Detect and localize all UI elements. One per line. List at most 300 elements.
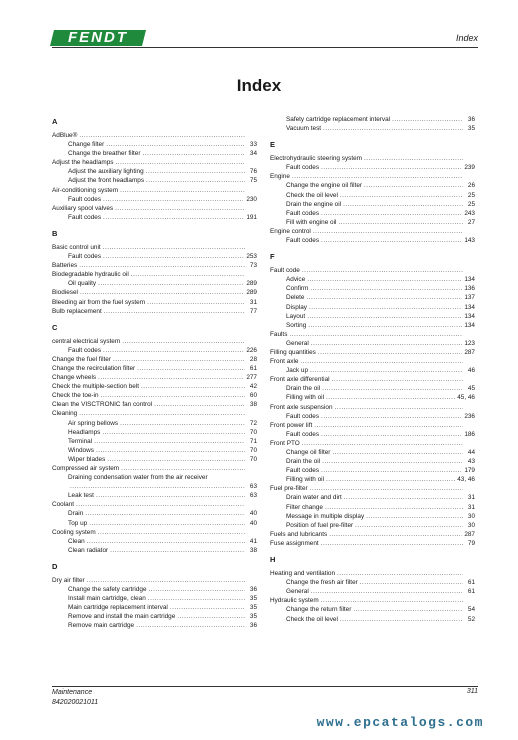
- leader-dots: [321, 412, 462, 421]
- index-entry[interactable]: [52, 464, 257, 473]
- leader-dots: [314, 421, 463, 430]
- index-entry[interactable]: [270, 587, 475, 596]
- leader-dots: [307, 275, 462, 284]
- index-entry[interactable]: [270, 384, 475, 393]
- index-entry-text: Front axle differential: [270, 376, 330, 384]
- index-entry-page: 25: [467, 191, 475, 199]
- leader-dots: [98, 279, 244, 288]
- index-entry[interactable]: [52, 594, 257, 603]
- index-entry[interactable]: [270, 512, 475, 521]
- index-entry[interactable]: [52, 537, 257, 546]
- index-entry-page: 43: [467, 458, 475, 466]
- header-divider: [52, 47, 478, 48]
- index-entry[interactable]: [52, 176, 257, 185]
- index-entry-text: Adjust the headlamps: [52, 159, 114, 167]
- index-column-left: [52, 117, 257, 631]
- leader-dots: [311, 339, 463, 348]
- leader-dots: [96, 446, 245, 455]
- index-entry-page: 41: [249, 537, 257, 545]
- index-entry-text: Remove and install the main cartridge: [68, 613, 176, 621]
- index-entry-page: 123: [464, 339, 475, 347]
- index-entry-page: 289: [246, 289, 257, 297]
- index-entry-page: 27: [467, 218, 475, 226]
- index-letter-heading: D: [52, 561, 58, 571]
- index-letter-heading: E: [270, 140, 276, 150]
- index-entry[interactable]: [270, 124, 475, 133]
- leader-dots: [307, 312, 462, 321]
- index-entry[interactable]: [52, 612, 257, 621]
- index-entry[interactable]: [52, 391, 257, 400]
- index-entry-text: Drain the oil: [286, 458, 321, 466]
- index-entry-text: Main cartridge replacement interval: [68, 604, 168, 612]
- leader-dots: [321, 163, 462, 172]
- index-entry-text: Headlamps: [68, 428, 101, 436]
- index-entry[interactable]: [52, 519, 257, 528]
- index-entry-text: Clean the VISCTRONIC fan control: [52, 401, 153, 409]
- index-entry-text: Check the oil level: [286, 191, 338, 199]
- index-entry-page: 54: [467, 606, 475, 614]
- leader-dots: [310, 366, 463, 375]
- index-entry-text: Filling quantities: [270, 348, 316, 356]
- index-entry[interactable]: [270, 181, 475, 190]
- index-entry-text: Sorting: [286, 321, 307, 329]
- index-entry[interactable]: [52, 298, 257, 307]
- leader-dots: [321, 209, 462, 218]
- leader-dots: [321, 430, 462, 439]
- index-entry-page: 36: [467, 116, 475, 123]
- index-entry-page: 287: [464, 348, 475, 356]
- index-entry-text: Change filter: [68, 141, 105, 149]
- index-entry-page: 35: [249, 613, 257, 621]
- leader-dots: [85, 509, 245, 518]
- leader-dots: [325, 503, 463, 512]
- index-entry-page: 31: [467, 494, 475, 502]
- index-entry-text: Adjust the auxiliary lighting: [68, 168, 144, 176]
- index-entry[interactable]: [270, 539, 475, 548]
- index-entry[interactable]: [52, 482, 257, 491]
- index-entry-text: Front axle: [270, 358, 299, 366]
- index-entry[interactable]: [52, 213, 257, 222]
- index-entry[interactable]: [52, 261, 257, 270]
- leader-dots: [102, 428, 245, 437]
- index-entry-text: Faults: [270, 330, 288, 338]
- leader-dots: [170, 603, 245, 612]
- index-entry-text: Cooling system: [52, 528, 96, 536]
- index-entry-text: Cleaning: [52, 410, 78, 418]
- index-entry[interactable]: [52, 364, 257, 373]
- index-entry-page: 191: [246, 213, 257, 221]
- index-entry-page: 45: [467, 385, 475, 393]
- index-entry[interactable]: [52, 446, 257, 455]
- index-entry-text: Fuel pre-filter: [270, 485, 308, 493]
- index-entry[interactable]: [270, 191, 475, 200]
- index-letter-heading: H: [270, 555, 276, 565]
- leader-dots: [87, 537, 245, 546]
- leader-dots: [142, 149, 245, 158]
- index-entry[interactable]: [52, 337, 257, 346]
- index-entry-text: Drain water and dirt: [286, 494, 342, 502]
- index-entry[interactable]: [52, 373, 257, 382]
- index-entry[interactable]: [52, 346, 257, 355]
- index-entry[interactable]: [52, 409, 257, 418]
- index-entry[interactable]: [270, 605, 475, 614]
- leader-dots: [340, 191, 463, 200]
- index-entry-page: 52: [467, 615, 475, 623]
- leader-dots: [79, 261, 245, 270]
- leader-dots: [335, 403, 463, 412]
- index-entry-text: Filter change: [286, 503, 323, 511]
- index-entry-text: Vacuum test: [286, 125, 322, 133]
- index-entry[interactable]: [270, 293, 475, 302]
- index-entry-text: Fault codes: [286, 412, 320, 420]
- index-entry[interactable]: [270, 466, 475, 475]
- footer-section: Maintenance: [52, 689, 93, 696]
- leader-dots: [332, 448, 463, 457]
- index-entry[interactable]: [52, 355, 257, 364]
- index-entry[interactable]: [52, 419, 257, 428]
- index-entry-page: 30: [467, 521, 475, 529]
- leader-dots: [101, 391, 245, 400]
- index-entry[interactable]: [270, 439, 475, 448]
- index-entry-page: 26: [467, 182, 475, 190]
- index-entry-page: 35: [249, 604, 257, 612]
- index-entry-page: 63: [249, 492, 257, 500]
- index-entry-text: Fill with engine oil: [286, 218, 337, 226]
- index-entry-text: Air-conditioning system: [52, 186, 119, 194]
- index-entry[interactable]: [270, 339, 475, 348]
- index-entry[interactable]: [52, 307, 257, 316]
- index-entry-text: Fault code: [270, 267, 300, 275]
- index-entry[interactable]: [270, 457, 475, 466]
- index-entry-text: Compressed air system: [52, 465, 120, 472]
- leader-dots: [344, 493, 463, 502]
- index-entry-page: 253: [246, 253, 257, 261]
- index-entry-text: Filling with oil: [286, 394, 325, 402]
- leader-dots: [310, 484, 463, 493]
- index-entry[interactable]: [52, 500, 257, 509]
- leader-dots: [131, 270, 245, 279]
- index-entry[interactable]: [270, 284, 475, 293]
- leader-dots: [141, 382, 245, 391]
- index-entry[interactable]: [270, 569, 475, 578]
- index-entry-text: Fuels and lubricants: [270, 530, 328, 538]
- index-entry-page: 44: [467, 449, 475, 456]
- index-entry[interactable]: [52, 382, 257, 391]
- index-entry-page: 134: [464, 321, 475, 329]
- index-entry-page: 33: [249, 141, 257, 149]
- index-entry-text: Fault codes: [286, 209, 320, 217]
- index-entry[interactable]: [270, 503, 475, 512]
- index-entry-text: Drain the engine oil: [286, 200, 342, 208]
- index-entry[interactable]: [52, 243, 257, 252]
- index-entry-page: 31: [467, 503, 475, 511]
- index-entry[interactable]: [270, 209, 475, 218]
- index-entry[interactable]: [270, 321, 475, 330]
- index-entry-page: 30: [467, 512, 475, 520]
- leader-dots: [103, 243, 245, 252]
- index-entry[interactable]: [52, 437, 257, 446]
- index-entry-text: Check the toe-in: [52, 392, 99, 400]
- index-entry-page: 134: [464, 303, 475, 311]
- index-entry-text: Bulb replacement: [52, 307, 102, 315]
- index-entry-text: Confirm: [286, 285, 309, 293]
- index-entry[interactable]: [52, 204, 257, 213]
- leader-dots: [103, 346, 244, 355]
- index-entry-text: Electrohydraulic steering system: [270, 155, 362, 163]
- index-entry-text: Fault codes: [68, 195, 102, 203]
- index-entry-page: 230: [246, 195, 257, 203]
- index-entry[interactable]: [52, 576, 257, 585]
- index-entry-text: Display: [286, 303, 307, 311]
- index-entry[interactable]: [270, 530, 475, 539]
- index-entry[interactable]: [270, 172, 475, 181]
- index-entry[interactable]: [52, 585, 257, 594]
- index-entry-page: 36: [249, 586, 257, 594]
- index-entry[interactable]: [270, 596, 475, 605]
- index-entry[interactable]: [52, 279, 257, 288]
- index-entry[interactable]: [270, 200, 475, 209]
- index-entry-text: Change the breather filter: [68, 150, 141, 158]
- index-entry-text: Advice: [286, 276, 306, 284]
- leader-dots: [322, 384, 463, 393]
- index-entry-text: central electrical system: [52, 337, 121, 345]
- index-entry[interactable]: [270, 475, 475, 484]
- index-entry[interactable]: [270, 615, 475, 624]
- index-entry[interactable]: [52, 400, 257, 409]
- page-title: Index: [236, 76, 282, 95]
- index-entry-page: 186: [464, 430, 475, 438]
- index-entry[interactable]: [270, 412, 475, 421]
- index-letter-heading: A: [52, 117, 58, 126]
- index-entry-page: 46: [467, 367, 475, 375]
- watermark: www.epcatalogs.com: [316, 715, 484, 730]
- index-entry-page: 77: [249, 307, 257, 315]
- leader-dots: [340, 615, 463, 624]
- index-entry[interactable]: [270, 275, 475, 284]
- leader-dots: [321, 466, 462, 475]
- leader-dots: [121, 464, 245, 473]
- leader-dots: [353, 605, 463, 614]
- index-entry[interactable]: [270, 312, 475, 321]
- index-entry-page: 43, 46: [457, 476, 475, 484]
- index-entry-page: 40: [249, 510, 257, 518]
- index-entry-text: Jack up: [286, 367, 309, 375]
- leader-dots: [80, 288, 244, 297]
- index-entry[interactable]: [52, 491, 257, 500]
- leader-dots: [310, 284, 462, 293]
- index-entry-text: Change wheels: [52, 374, 97, 382]
- index-entry-page: 61: [467, 579, 475, 587]
- index-entry[interactable]: [52, 149, 257, 158]
- leader-dots: [98, 373, 244, 382]
- leader-dots: [308, 321, 462, 330]
- index-entry-text: Safety cartridge replacement interval: [286, 116, 391, 123]
- index-entry-text: Adjust the front headlamps: [68, 177, 145, 185]
- index-entry-page: 134: [464, 276, 475, 284]
- index-entry-text: Delete: [286, 294, 305, 302]
- index-entry-text: Wiper blades: [68, 455, 106, 463]
- index-entry[interactable]: [270, 393, 475, 402]
- footer-page-number: 311: [466, 688, 478, 695]
- index-entry[interactable]: [52, 131, 257, 140]
- index-entry-text: Change oil filter: [286, 449, 331, 456]
- index-entry-text: Fault codes: [286, 467, 320, 475]
- index-entry[interactable]: [270, 430, 475, 439]
- index-entry-text: Change the recirculation filter: [52, 364, 136, 372]
- index-entry-page: 61: [249, 364, 257, 372]
- index-entry[interactable]: [270, 448, 475, 457]
- index-entry-text: Check the multiple-section belt: [52, 383, 140, 391]
- index-entry-text: Front axle suspension: [270, 403, 333, 411]
- index-entry[interactable]: [270, 484, 475, 493]
- index-entry-text: Check the oil level: [286, 615, 338, 623]
- index-entry-page: 73: [249, 262, 257, 270]
- index-entry[interactable]: [270, 375, 475, 384]
- index-entry-page: 79: [467, 539, 475, 547]
- index-entry-text: General: [286, 339, 309, 347]
- index-entry[interactable]: [270, 521, 475, 530]
- index-entry-page: 70: [249, 428, 257, 436]
- index-entry-text: Fault codes: [68, 213, 102, 221]
- leader-dots: [321, 236, 462, 245]
- index-entry-page: 134: [464, 312, 475, 320]
- index-entry[interactable]: [52, 528, 257, 537]
- index-entry-text: Terminal: [68, 437, 93, 445]
- leader-dots: [392, 115, 463, 124]
- index-entry-text: Fault codes: [286, 164, 320, 172]
- index-entry[interactable]: [270, 493, 475, 502]
- index-entry[interactable]: [52, 455, 257, 464]
- index-entry-page: 31: [249, 298, 257, 306]
- index-entry[interactable]: [52, 509, 257, 518]
- index-entry[interactable]: [270, 236, 475, 245]
- leader-dots: [79, 131, 245, 140]
- leader-dots: [300, 357, 463, 366]
- index-entry-text: Batteries: [52, 262, 78, 270]
- index-entry[interactable]: [52, 140, 257, 149]
- index-entry[interactable]: [52, 621, 257, 630]
- leader-dots: [302, 439, 463, 448]
- index-entry[interactable]: [52, 195, 257, 204]
- index-entry[interactable]: [270, 357, 475, 366]
- index-entry-text: Leak test: [68, 492, 94, 500]
- leader-dots: [96, 491, 245, 500]
- leader-dots: [120, 419, 245, 428]
- index-entry[interactable]: [270, 403, 475, 412]
- index-entry[interactable]: [270, 421, 475, 430]
- index-letter-heading: F: [270, 252, 275, 262]
- index-entry[interactable]: [52, 186, 257, 195]
- leader-dots: [364, 154, 463, 163]
- index-entry-text: Remove main cartridge: [68, 622, 135, 630]
- leader-dots: [98, 528, 245, 537]
- index-entry[interactable]: [52, 288, 257, 297]
- index-entry[interactable]: [52, 270, 257, 279]
- leader-dots: [70, 482, 245, 491]
- index-entry[interactable]: [52, 252, 257, 261]
- leader-dots: [364, 181, 463, 190]
- leader-dots: [122, 337, 245, 346]
- index-entry-text: Engine control: [270, 227, 311, 235]
- index-entry[interactable]: [52, 167, 257, 176]
- index-entry-page: 277: [246, 374, 257, 382]
- leader-dots: [103, 195, 244, 204]
- leader-dots: [323, 124, 463, 133]
- index-entry-text: Draining condensation water from the air receiver: [68, 474, 208, 482]
- leader-dots: [103, 213, 244, 222]
- index-entry[interactable]: [270, 366, 475, 375]
- index-entry[interactable]: [270, 303, 475, 312]
- index-entry[interactable]: [52, 428, 257, 437]
- index-entry-page: 36: [249, 622, 257, 630]
- index-entry-text: Fault codes: [286, 237, 320, 245]
- index-entry-page: 136: [464, 285, 475, 293]
- index-entry-text: Engine: [270, 173, 290, 181]
- index-entry[interactable]: [52, 546, 257, 555]
- index-entry[interactable]: [270, 218, 475, 227]
- leader-dots: [302, 266, 463, 275]
- index-entry-text: Heating and ventilation: [270, 570, 336, 578]
- leader-dots: [366, 512, 463, 521]
- index-entry-text: Message in multiple display: [286, 512, 365, 520]
- index-entry[interactable]: [52, 603, 257, 612]
- index-entry-text: Position of fuel pre-filter: [286, 521, 354, 529]
- index-entry[interactable]: [270, 330, 475, 339]
- index-letter-heading: B: [52, 228, 58, 238]
- leader-dots: [292, 172, 463, 181]
- leader-dots: [321, 596, 463, 605]
- index-entry-page: 45, 46: [457, 394, 475, 402]
- index-entry-page: 75: [249, 177, 257, 185]
- leader-dots: [289, 330, 463, 339]
- index-entry[interactable]: [52, 158, 257, 167]
- index-entry[interactable]: [52, 473, 257, 482]
- index-entry[interactable]: [270, 163, 475, 172]
- brand-text: FENDT: [68, 29, 128, 46]
- index-entry[interactable]: [270, 266, 475, 275]
- index-entry-text: Layout: [286, 312, 306, 320]
- index-entry-text: Change the fuel filter: [52, 355, 111, 363]
- leader-dots: [146, 167, 245, 176]
- index-entry-text: Front PTO: [270, 439, 300, 447]
- index-entry[interactable]: [270, 348, 475, 357]
- index-entry-page: 71: [249, 437, 257, 445]
- index-entry-text: Drain: [68, 510, 84, 518]
- index-entry-page: 35: [467, 125, 475, 133]
- index-entry-page: 137: [464, 294, 475, 302]
- leader-dots: [326, 393, 455, 402]
- header-section-title: Index: [455, 33, 478, 43]
- index-entry-text: Coolant: [52, 501, 75, 509]
- index-entry-page: 38: [249, 401, 257, 409]
- leader-dots: [113, 355, 245, 364]
- leader-dots: [94, 437, 245, 446]
- leader-dots: [309, 303, 462, 312]
- index-entry[interactable]: [270, 115, 475, 124]
- index-entry[interactable]: [270, 578, 475, 587]
- index-entry[interactable]: [270, 154, 475, 163]
- index-entry-page: 76: [249, 168, 257, 176]
- leader-dots: [115, 204, 245, 213]
- leader-dots: [136, 621, 245, 630]
- leader-dots: [332, 375, 463, 384]
- index-entry-page: 243: [464, 209, 475, 217]
- index-entry[interactable]: [270, 227, 475, 236]
- leader-dots: [329, 530, 462, 539]
- index-entry-text: Basic control unit: [52, 243, 101, 251]
- footer-doc-number: 842020021011: [52, 699, 99, 706]
- index-entry-text: Change the engine oil filter: [286, 182, 363, 190]
